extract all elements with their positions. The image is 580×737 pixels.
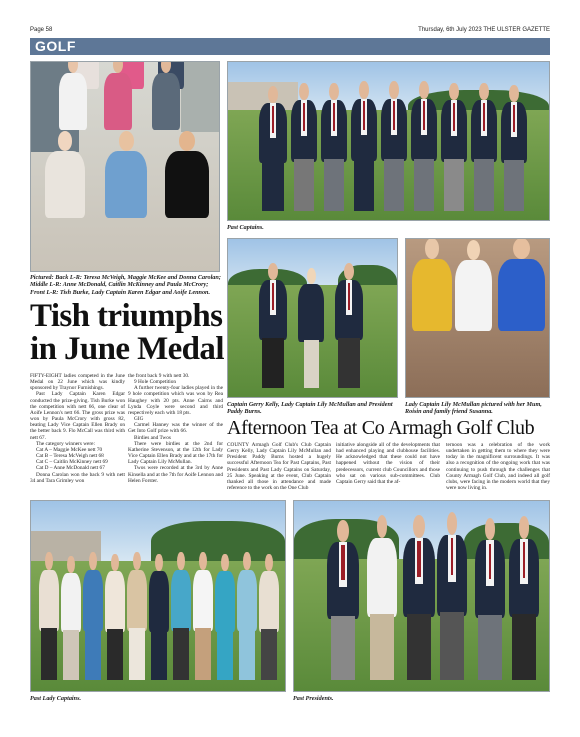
- article1-c1-p8: Donna Carolan won the back 9 with nett 34 and Tara Grimley won: [30, 471, 125, 484]
- article1-c1-p7: Cat D – Anne McDonald nett 67: [36, 465, 105, 472]
- article1-column-2: [128, 373, 223, 484]
- article2-c2-text: initiative alongside all of the developments that had enhanced playing and clubhouse facilities. He acknowledged that these could not have happened without the vision of their predecessors, current club Councillors and those who sat on various sub-committees. Club Captain Gerry said that the af-: [336, 442, 440, 485]
- article1-c2-p7: There were birdies at the 2nd for Katherine Stevenson, at the 12th for Lady Vice Captain Ellen Brady and at the 17th for Lady Captain Lily McMullan.: [128, 440, 223, 466]
- article1-c2-p5: Carmel Hanney was the winner of the Get Into Golf prize with 66.: [128, 422, 223, 435]
- section-title: GOLF: [35, 38, 76, 54]
- article2-c3-text: ternoon was a celebration of the work undertaken in getting them to where they were today in the magnificent surroundings. It was also a recognition of the ongoing work that was continuing to push through the challenges that County Armagh Golf Club, and indeed all golf clubs, were facing in the modern world that they were now living in.: [446, 442, 550, 492]
- issue-date: Thursday, 6th July 2023 THE ULSTER GAZETTE: [418, 27, 550, 33]
- article1-c2-p8: Twos were recorded at the 3rd by Anne Kinsella and at the 7th for Aoife Lennon and Helen Forster.: [128, 465, 223, 484]
- article1-c2-p2: 9 Hole Competition: [134, 379, 177, 386]
- article1-column-1: [30, 373, 125, 484]
- article1-c1-p3: The category winners were:: [36, 440, 95, 447]
- caption-past-captains: Past Captains.: [227, 224, 264, 231]
- page-folio: [30, 27, 550, 37]
- article2-column-2: [336, 442, 440, 485]
- article1-c2-p3: A further twenty-four ladies played in the 9 hole competition which was won by Rea Haughey with 20 pts. Anne Cairns and Lynda Coyle were second and third respectively each with 18 pts.: [128, 385, 223, 416]
- article1-c1-p6: Cat C – Caitlin McKinney nett 69: [36, 459, 108, 466]
- page-number: Page 58: [30, 27, 53, 33]
- article1-c1-p4: Cat A – Maggie McKee nett 70: [36, 446, 103, 453]
- article1-headline: Tish triumphs in June Medal: [30, 298, 224, 367]
- section-banner: [30, 38, 550, 55]
- photo-captains-president: [227, 238, 398, 398]
- caption-ladies-group: Pictured: Back L-R: Teresa McVeigh, Maggie McKee and Donna Carolan; Middle L-R: Anne McDonald, Caitlin McKinney and Paula McCrory; Front L-R: Tish Burke, Lady Captain Karen Edgar and Aoife Lennon.: [30, 274, 221, 296]
- article2-c1-text: COUNTY Armagh Golf Club's Club Captain Gerry Kelly, Lady Captain Lily McMullan and President Paddy Burns hosted a hugely successful Afternoon Tea for Past Captains, Past Presidents and Past Lady Captains on Saturday, 25 June. Speaking at the event, Club Captain thanked all those in attendance and made reference to the work on the One Club: [227, 442, 331, 492]
- photo-ladies-group: [30, 61, 220, 272]
- caption-captains-president: Captain Gerry Kelly, Lady Captain Lily McMullan and President Paddy Burns.: [227, 401, 393, 416]
- article1-c2-p1: the front back 9 with nett 30.: [128, 373, 190, 379]
- caption-past-presidents: Past Presidents.: [293, 695, 334, 702]
- article1-c1-p1: FIFTY-EIGHT ladies competed in the June Medal on 22 June which was kindly sponsored by Traynor Furnishings.: [30, 373, 125, 392]
- article1-c1-p2: Past Lady Captain Karen Edgar conducted the prize-giving. Tish Burke won the competition with nett 66, one clear of Aoife Lennon's nett 66. The gross prize was won by Paula McCrory with gross 82, beating Lady Vice Captain Ellen Brady on the better back 9. Flo McCall was third with nett 67.: [30, 391, 125, 441]
- article2-column-1: [227, 442, 331, 491]
- photo-past-captains: [227, 61, 550, 221]
- article1-c1-p5: Cat B – Teresa McVeigh nett 68: [36, 453, 104, 460]
- photo-lady-captain-family: [405, 238, 550, 398]
- photo-past-presidents: [293, 500, 550, 692]
- caption-lady-captain-family: Lady Captain Lily McMullan pictured with her Mum, Roisin and family friend Susanna.: [405, 401, 542, 416]
- article1-c2-p6: Birdies and Twos: [134, 434, 171, 441]
- caption-past-lady-captains: Past Lady Captains.: [30, 695, 82, 702]
- article1-c2-p4: GIG: [134, 416, 144, 423]
- article2-headline: Afternoon Tea at Co Armagh Golf Club: [227, 417, 535, 439]
- photo-past-lady-captains: [30, 500, 286, 692]
- article2-column-3: [446, 442, 550, 491]
